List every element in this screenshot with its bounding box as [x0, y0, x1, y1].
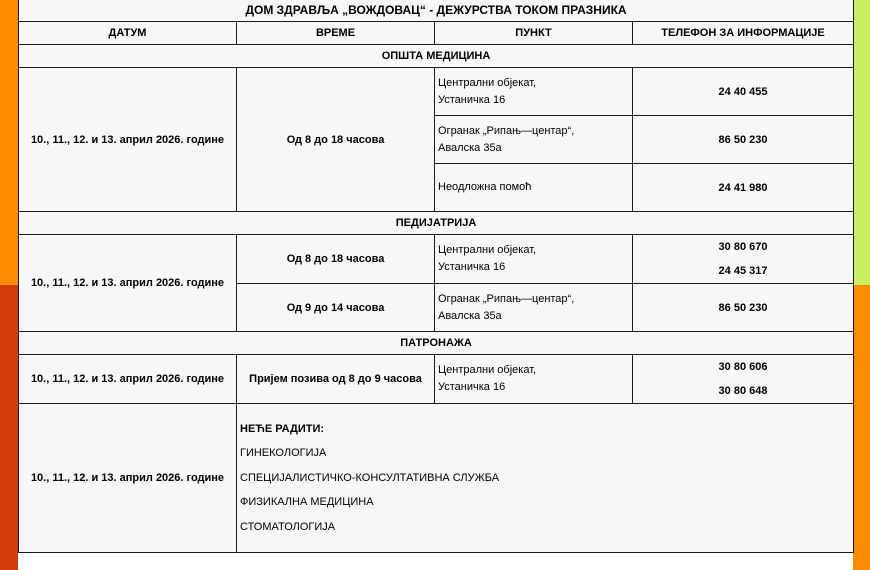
place-cell: [435, 116, 633, 164]
place-name: Централни објекат,: [438, 364, 537, 376]
place-address: Устаничка 16: [438, 93, 506, 106]
table-row: [19, 235, 854, 284]
place-address: Устаничка 16: [438, 381, 506, 393]
phone-cell: 24 40 455: [633, 68, 854, 116]
header-row: [19, 22, 854, 45]
closed-services-row: [19, 404, 854, 553]
header-date: ДАТУМ: [19, 22, 237, 45]
place-cell: [435, 284, 633, 332]
section-label: ОПШТА МЕДИЦИНА: [19, 45, 854, 68]
section-general-medicine: [19, 45, 854, 68]
place-cell: [435, 235, 633, 284]
table-row: [19, 68, 854, 116]
place-cell: [435, 68, 633, 116]
closed-services-cell: [237, 404, 854, 553]
place-name: Централни објекат,: [438, 244, 537, 256]
place-cell: [435, 355, 633, 404]
holiday-schedule-table: [18, 0, 854, 553]
right-border-lime: [853, 0, 870, 285]
phone-cell: [633, 355, 854, 404]
phone-cell: 86 50 230: [633, 284, 854, 332]
header-phone: ТЕЛЕФОН ЗА ИНФОРМАЦИЈЕ: [633, 22, 854, 45]
phone-number: 30 80 606: [718, 361, 768, 373]
date-cell: 10., 11., 12. и 13. април 2026. године: [19, 235, 237, 332]
date-cell: 10., 11., 12. и 13. април 2026. године: [19, 355, 237, 404]
place-name: Централни објекат,: [438, 76, 537, 89]
header-place: ПУНКТ: [435, 22, 633, 45]
table-row: [19, 355, 854, 404]
date-cell: 10., 11., 12. и 13. април 2026. године: [19, 404, 237, 553]
header-time: ВРЕМЕ: [237, 22, 435, 45]
closed-title: НЕЋЕ РАДИТИ:: [240, 423, 325, 435]
place-name: Огранак „Рипањ—центар“,: [438, 124, 575, 137]
closed-service-item: ГИНЕКОЛОГИЈА: [240, 447, 327, 459]
phone-cell: [633, 235, 854, 284]
place-address: Авалска 35а: [438, 309, 502, 322]
page-title: ДОМ ЗДРАВЉА „ВОЖДОВАЦ“ - ДЕЖУРСТВА ТОКОМ ПРАЗНИКА: [19, 0, 854, 22]
place-name: Огранак „Рипањ—центар“,: [438, 292, 575, 305]
title-row: [19, 0, 854, 22]
time-cell: Од 8 до 18 часова: [237, 68, 435, 212]
closed-service-item: ФИЗИКАЛНА МЕДИЦИНА: [240, 496, 374, 508]
time-cell: Пријем позива од 8 до 9 часова: [237, 355, 435, 404]
closed-service-item: СПЕЦИЈАЛИСТИЧКО-КОНСУЛТАТИВНА СЛУЖБА: [240, 471, 500, 484]
place-address: Авалска 35а: [438, 141, 502, 154]
phone-cell: 24 41 980: [633, 164, 854, 212]
place-address: Устаничка 16: [438, 261, 506, 273]
place-cell: Неодложна помоћ: [435, 164, 633, 212]
section-patronage: [19, 332, 854, 355]
phone-number: 24 45 317: [718, 265, 768, 277]
section-label: ПЕДИЈАТРИЈА: [19, 212, 854, 235]
left-border-orange: [0, 0, 18, 285]
time-cell: Од 9 до 14 часова: [237, 284, 435, 332]
date-cell: 10., 11., 12. и 13. април 2026. године: [19, 68, 237, 212]
section-label: ПАТРОНАЖА: [19, 332, 854, 355]
closed-service-item: СТОМАТОЛОГИЈА: [240, 520, 336, 533]
section-pediatrics: [19, 212, 854, 235]
phone-number: 30 80 648: [718, 385, 768, 397]
phone-number: 30 80 670: [718, 241, 768, 253]
phone-cell: 86 50 230: [633, 116, 854, 164]
left-border-red: [0, 285, 18, 570]
right-border-orange: [853, 285, 870, 570]
time-cell: Од 8 до 18 часова: [237, 235, 435, 284]
